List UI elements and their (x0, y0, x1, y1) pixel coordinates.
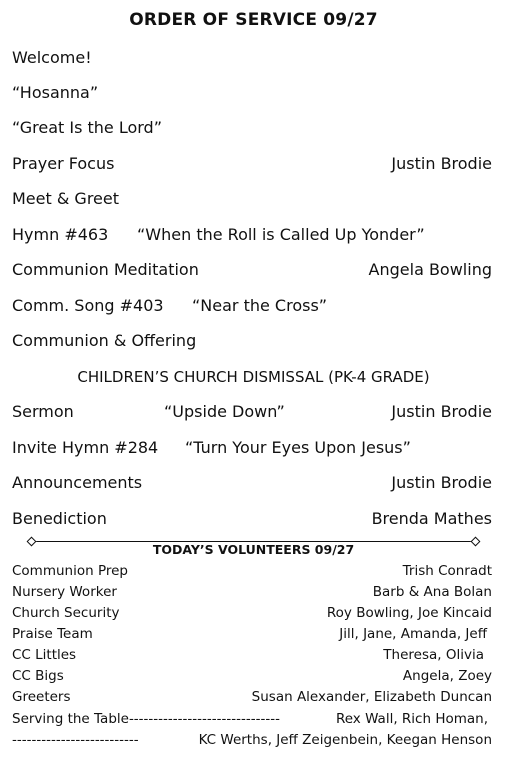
volunteer-names: Angela, Zoey (402, 668, 492, 684)
volunteer-names: Roy Bowling, Joe Kincaid (326, 605, 492, 621)
service-row-communion-meditation (12, 259, 492, 281)
childrens-church-dismissal: CHILDREN’S CHURCH DISMISSAL (PK-4 GRADE) (77, 368, 430, 386)
sermon-title: “Upside Down” (164, 402, 285, 421)
service-item-label: Announcements (12, 473, 143, 492)
volunteer-role: -------------------------- (12, 732, 139, 748)
volunteer-row-praise-team (12, 625, 492, 643)
volunteer-names: Theresa, Olivia (383, 647, 484, 663)
service-item-label: Comm. Song #403 (12, 296, 164, 315)
service-item-leader: Brenda Mathes (371, 509, 492, 528)
service-item-label: Sermon (12, 402, 74, 421)
volunteer-role: Praise Team (12, 626, 93, 642)
service-item-label: “Great Is the Lord” (12, 118, 162, 137)
volunteer-names: Rex Wall, Rich Homan, (335, 711, 488, 727)
volunteer-row-communion-prep (12, 562, 492, 580)
service-item-label: Welcome! (12, 48, 92, 67)
page-title: ORDER OF SERVICE 09/27 (129, 10, 378, 30)
volunteer-role: Nursery Worker (12, 584, 117, 600)
volunteer-row-cc-littles (12, 646, 492, 664)
volunteer-role: Greeters (12, 689, 71, 705)
service-item-label: Invite Hymn #284 (12, 438, 159, 457)
service-item-label: Communion & Offering (12, 331, 197, 350)
service-row-benediction (12, 508, 492, 530)
service-item-song-title: “Turn Your Eyes Upon Jesus” (185, 438, 411, 457)
service-row-invite-hymn-284 (12, 437, 492, 459)
volunteer-row-serving-the-table (12, 710, 492, 728)
service-item-label: “Hosanna” (12, 83, 99, 102)
volunteer-row-nursery-worker (12, 583, 492, 601)
service-item-label: Prayer Focus (12, 154, 115, 173)
volunteer-row-cc-bigs (12, 667, 492, 685)
service-row-prayer-focus (12, 153, 492, 175)
service-row-communion-offering (12, 330, 492, 352)
service-item-label: Hymn #463 (12, 225, 109, 244)
service-item-song-title: “Near the Cross” (192, 296, 328, 315)
volunteer-names: KC Werths, Jeff Zeigenbein, Keegan Henson (198, 732, 492, 748)
service-item-leader: Justin Brodie (391, 402, 492, 421)
service-item-label: Communion Meditation (12, 260, 199, 279)
volunteer-names: Trish Conradt (402, 563, 492, 579)
volunteer-role: CC Littles (12, 647, 77, 663)
volunteer-names: Susan Alexander, Elizabeth Duncan (251, 689, 492, 705)
volunteer-row-serving-the-table-cont (12, 731, 492, 749)
volunteer-row-church-security (12, 604, 492, 622)
volunteer-role: Communion Prep (12, 563, 128, 579)
service-row-welcome (12, 47, 492, 69)
volunteer-role: Serving the Table------------------------------- (12, 711, 280, 727)
volunteer-role: CC Bigs (12, 668, 64, 684)
service-row-hymn-463 (12, 224, 492, 246)
service-item-leader: Justin Brodie (391, 154, 492, 173)
volunteer-role: Church Security (12, 605, 120, 621)
service-row-meet-greet (12, 188, 492, 210)
volunteer-names: Barb & Ana Bolan (372, 584, 492, 600)
service-row-comm-song-403 (12, 295, 492, 317)
service-item-leader: Angela Bowling (368, 260, 492, 279)
service-item-song-title: “When the Roll is Called Up Yonder” (137, 225, 425, 244)
service-item-label: Benediction (12, 509, 107, 528)
service-item-label: Meet & Greet (12, 189, 119, 208)
service-row-song-great-is-the-lord (12, 117, 492, 139)
service-row-sermon (12, 401, 492, 423)
volunteers-title: TODAY’S VOLUNTEERS 09/27 (152, 542, 355, 557)
service-row-announcements (12, 472, 492, 494)
volunteer-names: Jill, Jane, Amanda, Jeff (339, 626, 487, 642)
service-item-leader: Justin Brodie (391, 473, 492, 492)
service-row-song-hosanna (12, 82, 492, 104)
volunteer-row-greeters (12, 688, 492, 706)
